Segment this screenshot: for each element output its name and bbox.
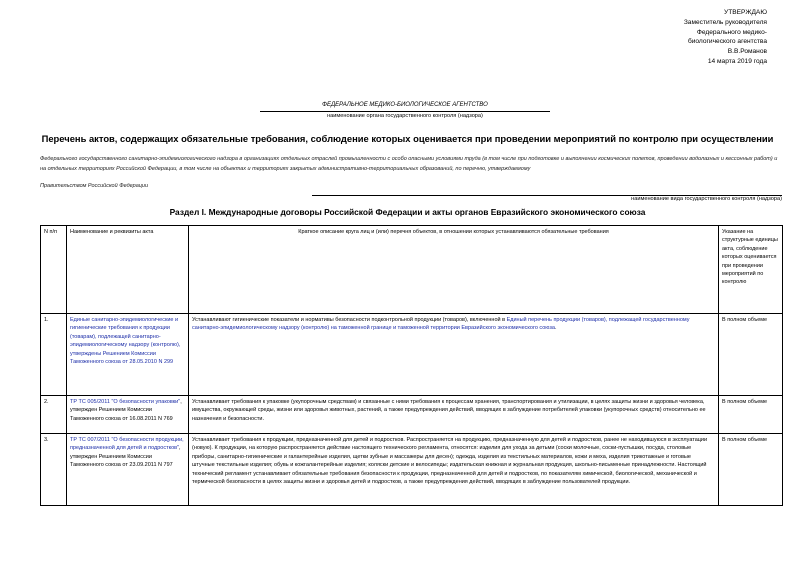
row-number: 1. [41,314,67,396]
description-end: . [555,325,557,332]
act-details: , утвержден Решением Комиссии Таможенного союза от 23.09.2011 N 797 [70,445,181,469]
table-row [41,314,783,396]
table-header-row [41,226,783,314]
agency-name: ФЕДЕРАЛЬНОЕ МЕДИКО-БИОЛОГИЧЕСКОЕ АГЕНТСТВО [322,102,488,108]
approval-line: Заместитель руководителя [683,18,767,26]
row-number: 3. [41,434,67,506]
control-kind-caption: наименование вида государственного контроля (надзора) [631,196,782,202]
control-kind-description: Федерального государственного санитарно-эпидемиологического надзора в организациях отдельных отраслей промышленности с особо опасными условиями труда (в том числе при подготовке и выполнении космических полетов, проведении водолазных и кессонных работ) и на отдельных территориях Российской Федерации, в том числе на объектах и территориях закрытых административно-территориальных образований, по перечню, утверждаемому [40,156,778,172]
row-number: 2. [41,396,67,434]
table-row [41,396,783,434]
row-description [189,314,719,396]
approval-block [607,8,767,67]
agency-caption: наименование органа государственного контроля (надзора) [327,113,483,119]
act-link[interactable]: ТР ТС 007/2011 "О безопасности продукции, предназначенной для детей и подростков" [70,437,184,452]
row-description: Устанавливает требования к упаковке (укупорочным средствам) и связанные с ними требования к процессам хранения, транспортирования и утилизации, в целях защиты жизни и здоровья человека, имущества, окружающей среды, жизни или здоровья животных, растений, а также предупреждения действий, вводящих в заблуждение потребителей упаковки (укупорочных средств) относительно ее назначения и безопасности. [189,396,719,434]
act-link[interactable]: Единые санитарно-эпидемиологические и гигиенические требования к продукции (товарам), подлежащей санитарно-эпидемиологическому надзору (контролю), утверждены Решением Комиссии Таможенного союза от 28.05.2010 N 299 [67,314,189,396]
section-title: Раздел I. Международные договоры Российской Федерации и акты органов Евразийского экономического союза [169,207,646,217]
government-line: Правительством Российской Федерации [40,183,149,189]
act-link[interactable]: ТР ТС 005/2011 "О безопасности упаковки" [70,399,181,405]
row-scope: В полном объеме [719,314,783,396]
table-row [41,434,783,506]
row-act [67,396,189,434]
product-list-link[interactable]: Единый перечень продукции (товаров), подлежащей государственному санитарно-эпидемиологическому надзору (контролю) на таможенной границе и таможенной территории Евразийского экономического союза [192,317,690,332]
approval-line: Федерального медико- [696,28,767,36]
row-act [67,434,189,506]
act-details: , утвержден Решением Комиссии Таможенного союза от 16.08.2011 N 769 [70,399,182,422]
row-scope: В полном объеме [719,396,783,434]
approval-line: 14 марта 2019 года [707,57,767,65]
header-act: Наименование и реквизиты акта [67,226,189,314]
row-description: Устанавливает требования к продукции, предназначенной для детей и подростков. Распространяется на продукцию, предназначенную для детей и подростков, ранее не находившуюся в эксплуатации (новую). К продукции, на которую распространяется действие настоящего технического регламента, относятся: изделия для ухода за детьми (соски молочные, соски-пустышки, посуда, столовые приборы, санитарно-гигиенические и галантерейные изделия, щетки зубные и массажеры для десен); одежда, изделия из текстильных материалов, кожи и меха, изделия трикотажные и готовые штучные текстильные изделия; обувь и кожгалантерейные изделия; коляски детские и велосипеды; издательская книжная и журнальная продукция, школьно-письменные принадлежности. Настоящий технический регламент устанавливает обязательные требования безопасности к продукции, предназначенной для детей и подростков, по показателям химической, биологической, механической и термической безопасности в целях защиты жизни и здоровья детей и подростков, а также предупреждения действий, вводящих в заблуждение пользователей продукции. [189,434,719,506]
acts-table [40,225,783,506]
approval-line: биологического агентства [687,38,767,46]
row-scope: В полном объеме [719,434,783,506]
approval-line: В.В.Романов [727,48,767,56]
header-description: Краткое описание круга лиц и (или) перечня объектов, в отношении которых устанавливаются обязательные требования [189,226,719,314]
agency-underline [260,111,550,112]
header-number: N п/п [41,226,67,314]
header-scope: Указание на структурные единицы акта, соблюдение которых оценивается при проведении мероприятий по контролю [719,226,783,314]
description-text: Устанавливают гигиенические показатели и нормативы безопасности подконтрольной продукции (товаров), включенной в [192,317,507,323]
document-title: Перечень актов, содержащих обязательные требования, соблюдение которых оценивается при проведении мероприятий по контролю при осуществлении [41,133,774,144]
approval-line: УТВЕРЖДАЮ [724,9,767,16]
